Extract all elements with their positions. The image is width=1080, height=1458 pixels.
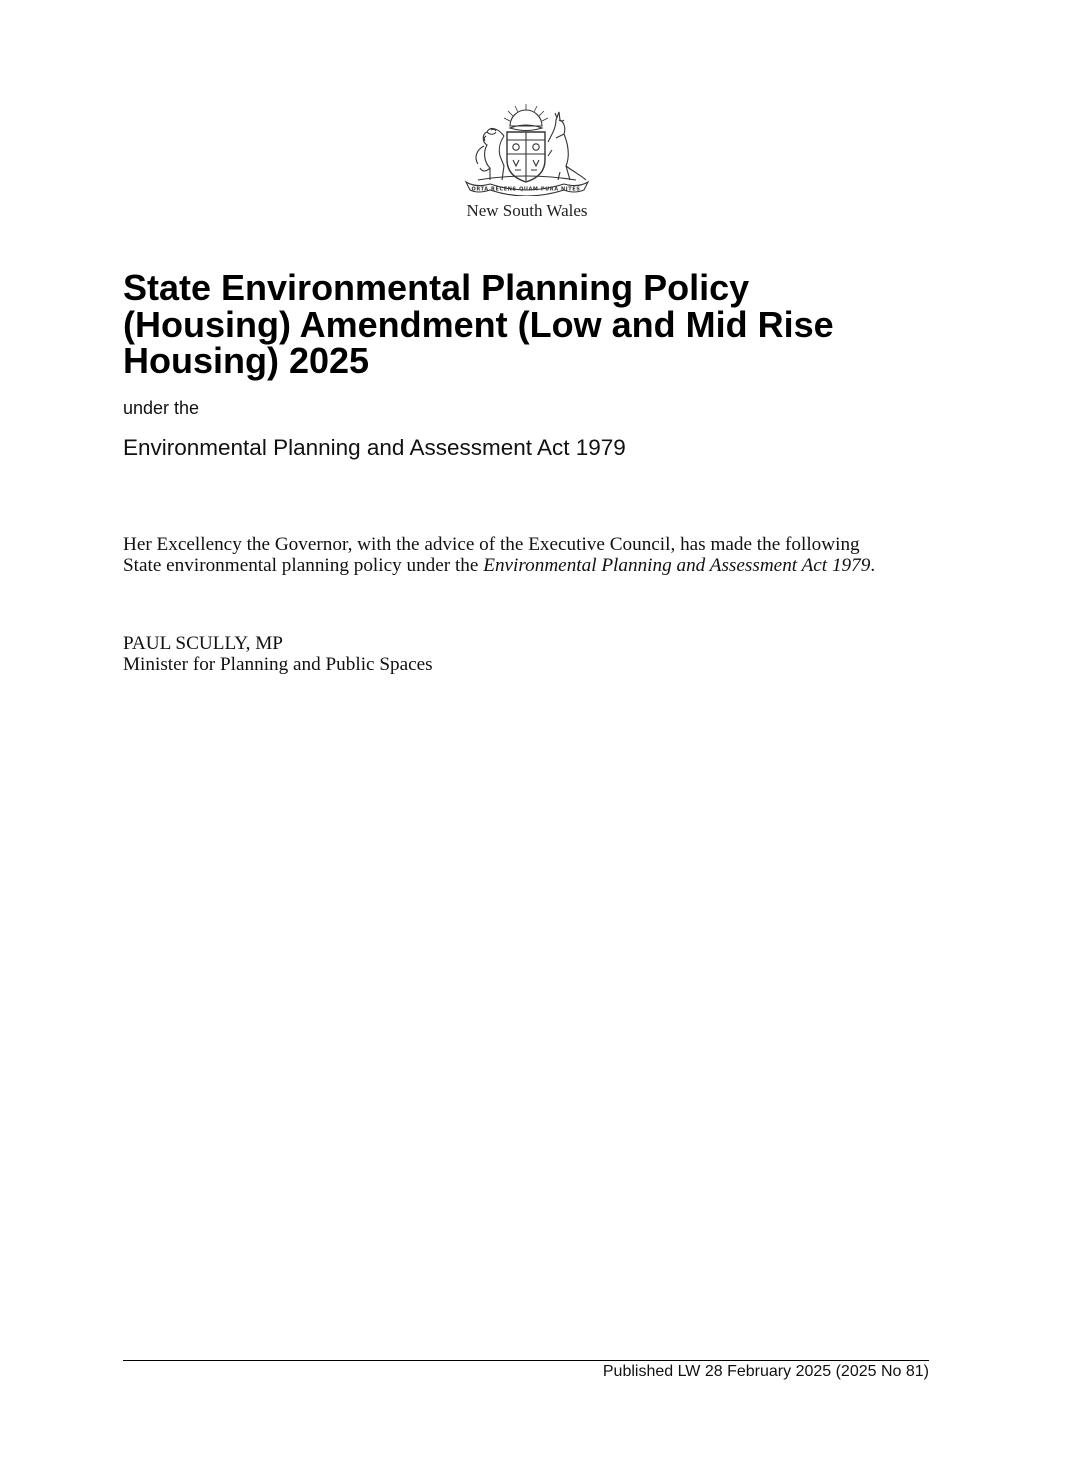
publication-footer: Published LW 28 February 2025 (2025 No 81) xyxy=(602,1363,929,1380)
preamble-act-name: Environmental Planning and Assessment Act 1979 xyxy=(483,555,871,576)
preamble-punctuation: . xyxy=(870,555,876,576)
signatory-name: PAUL SCULLY, MP xyxy=(123,633,283,654)
preamble-paragraph xyxy=(123,534,933,576)
preamble-line xyxy=(123,555,933,576)
instrument-title xyxy=(123,267,943,381)
title-line: Housing) 2025 xyxy=(123,340,370,381)
jurisdiction-label: New South Wales xyxy=(466,201,588,220)
nsw-coat-of-arms-icon xyxy=(460,102,592,196)
footer-divider xyxy=(123,1360,929,1361)
signatory-role: Minister for Planning and Public Spaces xyxy=(123,654,433,675)
preamble-text: State environmental planning policy under the xyxy=(123,555,484,576)
under-label: under the xyxy=(123,398,200,418)
preamble-line: Her Excellency the Governor, with the advice of the Executive Council, has made the following xyxy=(123,534,860,555)
signatory-block xyxy=(123,633,433,675)
parent-act-name: Environmental Planning and Assessment Act 1979 xyxy=(123,435,626,460)
title-line: (Housing) Amendment (Low and Mid Rise xyxy=(123,303,834,345)
crest-motto: ORTA RECENS QUAM PURA NITES xyxy=(471,186,581,193)
title-line: State Environmental Planning Policy xyxy=(123,267,750,308)
